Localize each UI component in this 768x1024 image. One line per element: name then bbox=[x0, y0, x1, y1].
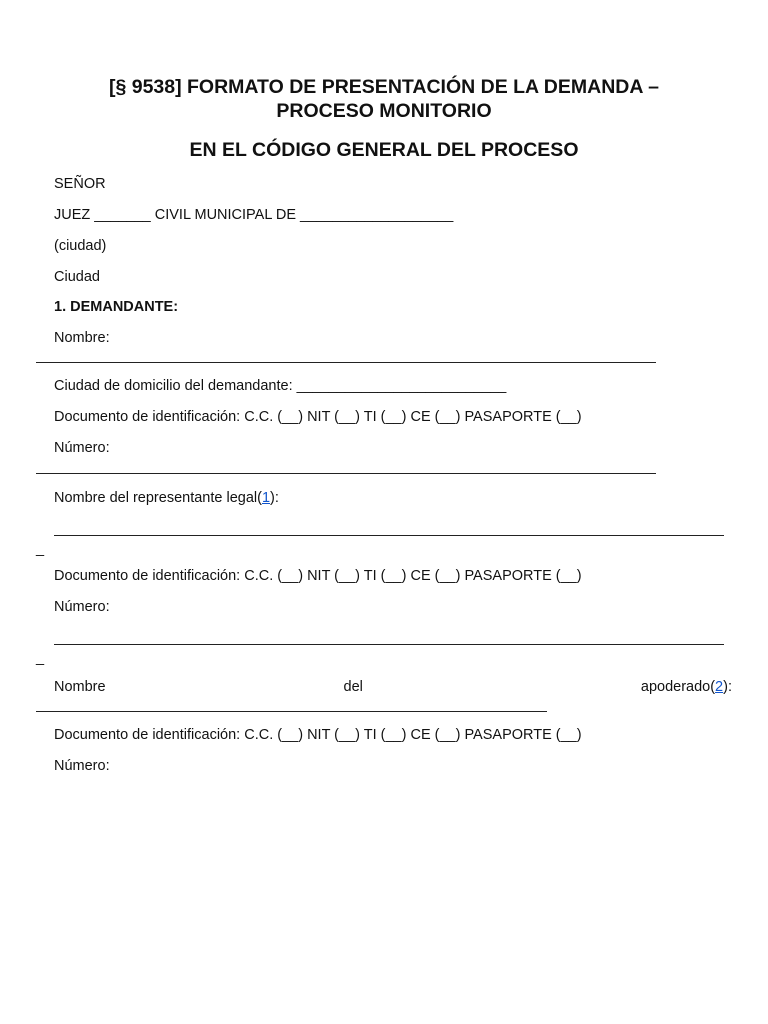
apoderado-numero-label: Número: bbox=[54, 758, 110, 774]
representante-label-text: Nombre del representante legal( bbox=[54, 490, 262, 506]
apoderado-word-del: del bbox=[343, 679, 363, 695]
title-line-1: [§ 9538] FORMATO DE PRESENTACIÓN DE LA DEMANDA – bbox=[108, 76, 660, 98]
title-line-2: PROCESO MONITORIO bbox=[276, 100, 492, 122]
representante-label bbox=[54, 489, 279, 507]
representante-numero-rule bbox=[54, 644, 724, 645]
representante-numero-label: Número: bbox=[54, 599, 110, 615]
representante-label-end: ): bbox=[270, 490, 279, 506]
apoderado-label-row bbox=[54, 678, 732, 696]
representante-numero-dash: _ bbox=[36, 650, 45, 666]
representante-documento: Documento de identificación: C.C. (__) NIT (__) TI (__) CE (__) PASAPORTE (__) bbox=[54, 568, 582, 584]
demandante-nombre-label: Nombre: bbox=[54, 330, 110, 346]
document-subtitle: EN EL CÓDIGO GENERAL DEL PROCESO bbox=[189, 139, 579, 161]
representante-dash: _ bbox=[36, 541, 45, 557]
demandante-numero-rule bbox=[36, 473, 656, 474]
apoderado-word-apoderado bbox=[641, 678, 732, 696]
addressee-senor: SEÑOR bbox=[54, 176, 106, 192]
addressee-ciudad: Ciudad bbox=[54, 269, 100, 285]
apoderado-word-nombre: Nombre bbox=[54, 679, 106, 695]
representante-nombre-rule bbox=[54, 535, 724, 536]
document-title bbox=[60, 75, 708, 123]
addressee-juez: JUEZ _______ CIVIL MUNICIPAL DE ___________________ bbox=[54, 207, 454, 223]
demandante-heading: 1. DEMANDANTE: bbox=[54, 299, 179, 315]
demandante-domicilio: Ciudad de domicilio del demandante: __________________________ bbox=[54, 378, 507, 394]
footnote-link-2[interactable]: 2 bbox=[715, 679, 724, 695]
addressee-ciudad-placeholder: (ciudad) bbox=[54, 238, 107, 254]
apoderado-nombre-rule bbox=[36, 711, 547, 712]
demandante-documento: Documento de identificación: C.C. (__) NIT (__) TI (__) CE (__) PASAPORTE (__) bbox=[54, 409, 582, 425]
footnote-link-1[interactable]: 1 bbox=[261, 490, 271, 506]
demandante-numero-label: Número: bbox=[54, 440, 110, 456]
demandante-nombre-rule bbox=[36, 362, 656, 363]
apoderado-word-text: apoderado( bbox=[640, 679, 716, 695]
apoderado-word-end: ): bbox=[723, 679, 732, 695]
apoderado-documento: Documento de identificación: C.C. (__) NIT (__) TI (__) CE (__) PASAPORTE (__) bbox=[54, 727, 582, 743]
